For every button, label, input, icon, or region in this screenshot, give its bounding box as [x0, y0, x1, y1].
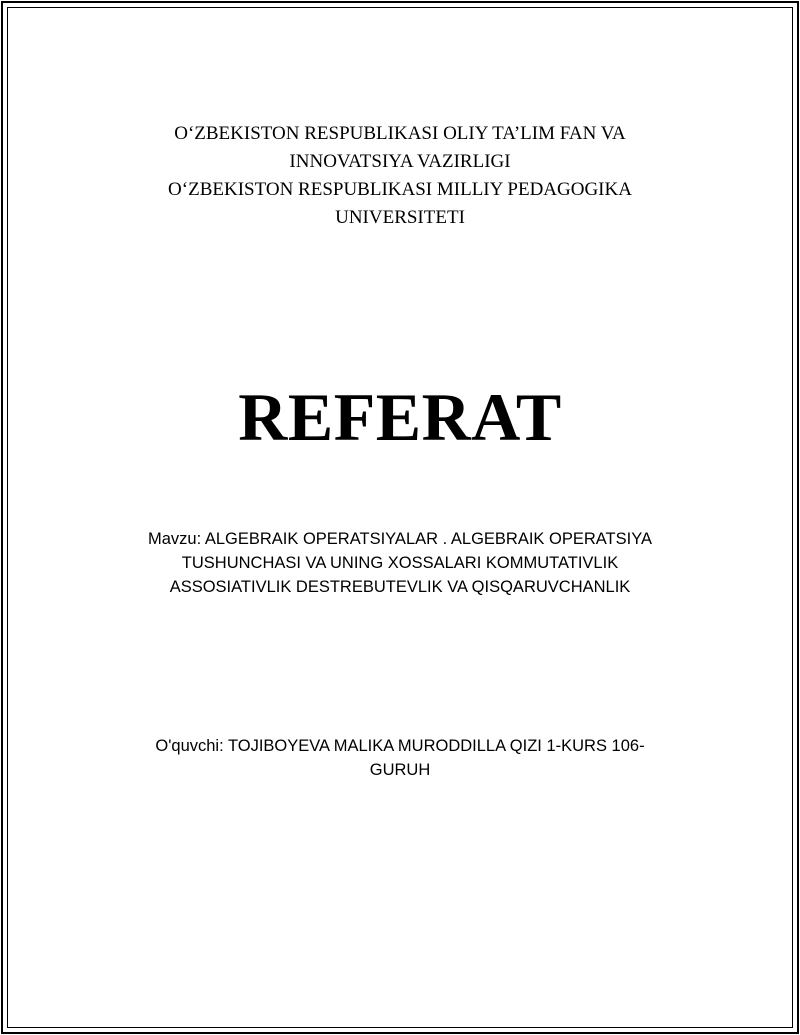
student-line-2: GURUH	[369, 761, 431, 779]
institution-line-2: INNOVATSIYA VAZIRLIGI	[289, 151, 511, 172]
topic-line-3: ASSOSIATIVLIK DESTREBUTEVLIK VA QISQARUVCHANLIK	[169, 578, 631, 596]
institution-line-1: O‘ZBEKISTON RESPUBLIKASI OLIY TA’LIM FAN VA	[174, 123, 626, 144]
topic-line-1: Mavzu: ALGEBRAIK OPERATSIYALAR . ALGEBRAIK OPERATSIYA	[147, 530, 653, 548]
document-title: REFERAT	[238, 379, 562, 455]
institution-header	[90, 120, 710, 232]
institution-line-3: O‘ZBEKISTON RESPUBLIKASI MILLIY PEDAGOGIKA	[168, 179, 632, 200]
student-block	[90, 734, 710, 782]
topic-block	[90, 527, 710, 599]
topic-line-2: TUSHUNCHASI VA UNING XOSSALARI KOMMUTATIVLIK	[181, 554, 619, 572]
institution-line-4: UNIVERSITETI	[335, 207, 465, 228]
student-line-1: O'quvchi: TOJIBOYEVA MALIKA MURODDILLA QIZI 1-KURS 106-	[155, 737, 645, 755]
